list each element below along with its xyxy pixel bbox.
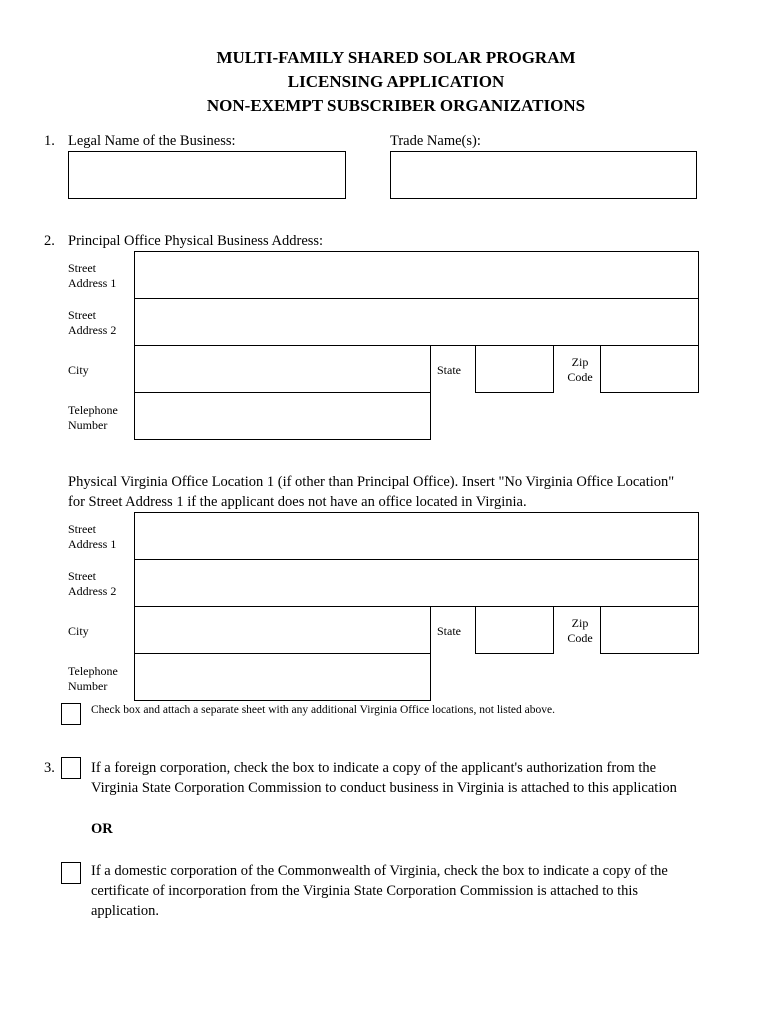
foreign-corporation-checkbox[interactable] [61,757,81,779]
label-text: Telephone [68,664,118,678]
section-1-number: 1. [44,133,55,149]
principal-street-2-field[interactable] [134,298,699,346]
label-text: Street [68,522,96,536]
va-office-heading-line-2: for Street Address 1 if the applicant does not have an office located in Virginia. [68,494,527,510]
form-title-line-3: NON-EXEMPT SUBSCRIBER ORGANIZATIONS [206,96,586,115]
label-text: Address 2 [68,584,117,598]
principal-office-heading: Principal Office Physical Business Address: [68,233,324,249]
principal-street-2-label [68,308,116,338]
va-street-1-label [68,522,116,552]
additional-offices-checkbox[interactable] [61,703,81,725]
va-state-label: State [437,624,461,638]
principal-street-1-field[interactable] [134,251,699,299]
section-3-number: 3. [44,760,55,776]
domestic-corporation-text-line-1: If a domestic corporation of the Commonwealth of Virginia, check the box to indicate a copy of the [91,863,668,879]
label-text: Zip [571,355,589,369]
trade-name-label: Trade Name(s): [390,133,481,149]
va-street-2-label [68,569,116,599]
foreign-corporation-text-line-2: Virginia State Corporation Commission to conduct business in Virginia is attached to this application [91,780,677,796]
domestic-corporation-text-line-3: application. [91,903,160,919]
va-street-2-field[interactable] [134,559,699,607]
va-office-heading-line-1: Physical Virginia Office Location 1 (if other than Principal Office). Insert "No Virginia Office Location" [68,474,675,490]
principal-zip-label [560,355,600,385]
va-street-1-field[interactable] [134,512,699,560]
principal-state-label: State [437,363,461,377]
additional-offices-text: Check box and attach a separate sheet with any additional Virginia Office locations, not listed above. [91,704,555,716]
form-title-line-2: LICENSING APPLICATION [287,72,505,91]
va-city-label: City [68,624,89,638]
principal-city-field[interactable] [134,345,431,393]
principal-zip-field[interactable] [600,345,699,393]
legal-name-label: Legal Name of the Business: [68,133,236,149]
domestic-corporation-checkbox[interactable] [61,862,81,884]
foreign-corporation-text-line-1: If a foreign corporation, check the box to indicate a copy of the applicant's authorization from the [91,760,657,776]
label-text: Number [68,418,108,432]
label-text: Street [68,569,96,583]
or-separator: OR [91,821,113,837]
va-phone-label [68,664,118,694]
label-text: Number [68,679,108,693]
label-text: Address 1 [68,276,117,290]
label-text: Address 1 [68,537,117,551]
label-text: Telephone [68,403,118,417]
va-city-field[interactable] [134,606,431,654]
va-state-field[interactable] [475,606,554,654]
label-text: Address 2 [68,323,117,337]
principal-street-1-label [68,261,116,291]
principal-city-label: City [68,363,89,377]
label-text: Code [567,370,593,384]
form-title-line-1: MULTI-FAMILY SHARED SOLAR PROGRAM [216,48,576,67]
label-text: Zip [571,616,589,630]
section-2-number: 2. [44,233,55,249]
principal-phone-label [68,403,118,433]
legal-name-field[interactable] [68,151,346,199]
domestic-corporation-text-line-2: certificate of incorporation from the Virginia State Corporation Commission is attached to this [91,883,639,899]
va-zip-label [560,616,600,646]
principal-state-field[interactable] [475,345,554,393]
trade-name-field[interactable] [390,151,697,199]
label-text: Code [567,631,593,645]
va-zip-field[interactable] [600,606,699,654]
label-text: Street [68,261,96,275]
label-text: Street [68,308,96,322]
principal-phone-field[interactable] [134,392,431,440]
va-phone-field[interactable] [134,653,431,701]
